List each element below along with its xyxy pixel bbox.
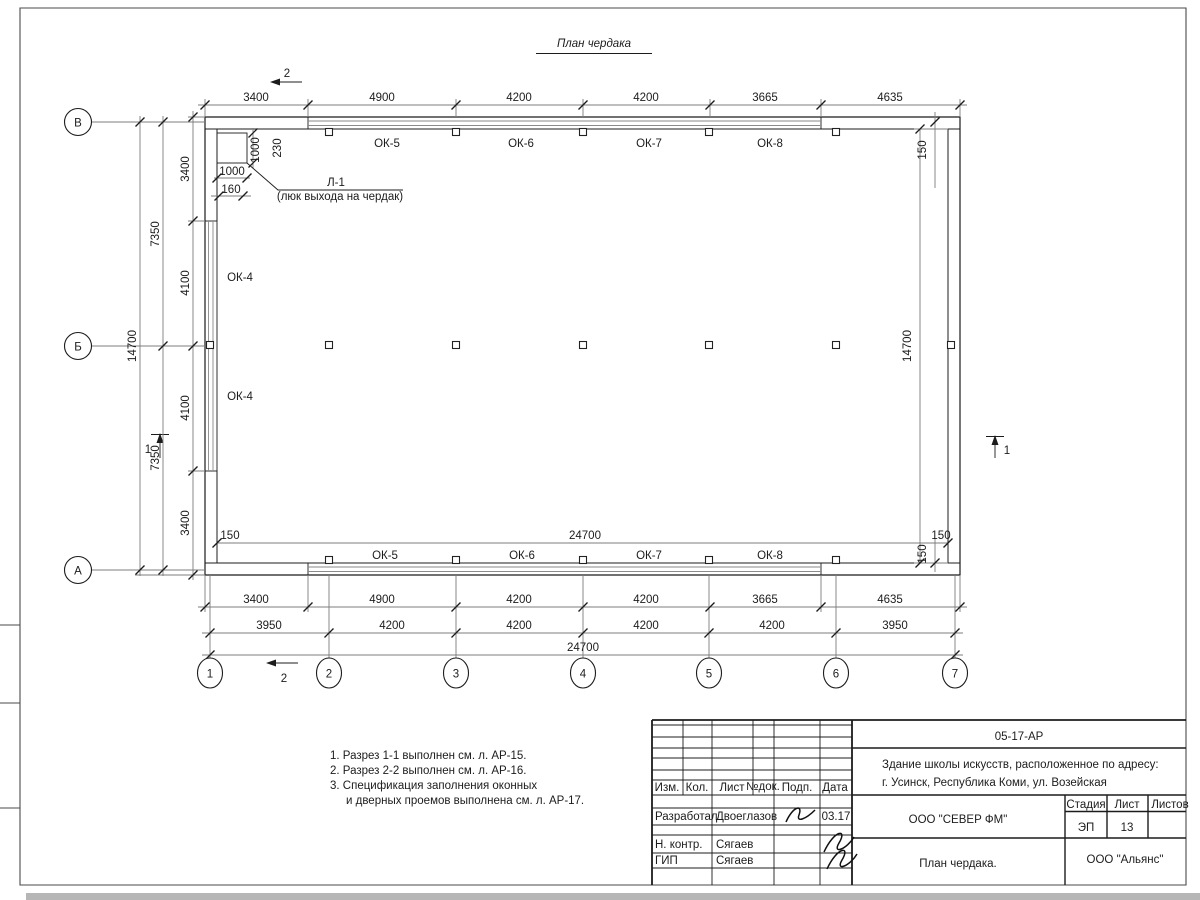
- column-header: №док.: [746, 781, 780, 793]
- sheet-label: Лист: [1114, 799, 1140, 811]
- note-line: и дверных проемов выполнена см. л. АР-17.: [346, 795, 585, 807]
- window-label: ОК-7: [636, 138, 662, 150]
- dimension-label: 3665: [752, 594, 778, 606]
- dimension-label: 14700: [902, 330, 914, 362]
- dimension-label: 3950: [882, 620, 908, 632]
- company-name: ООО "СЕВЕР ФМ": [908, 814, 1008, 826]
- column-header: Изм.: [654, 782, 680, 794]
- dimension-label: 3400: [243, 594, 269, 606]
- dimension-label: 150: [931, 530, 951, 542]
- dimension-label: 14700: [127, 330, 139, 362]
- wall-hatch-bottom-left: [205, 563, 308, 575]
- notes: [330, 750, 584, 807]
- wall-hatch-left-top: [205, 129, 217, 221]
- axis-label: 5: [705, 668, 713, 681]
- window-label: ОК-5: [372, 550, 398, 562]
- hatch-dim-vertical: 1000: [250, 137, 262, 163]
- date-value: 03.17: [821, 811, 851, 823]
- dimension-label: 24700: [569, 530, 601, 542]
- hatch-opening: [217, 133, 247, 163]
- person-name: Сягаев: [716, 839, 754, 851]
- axis-label: 2: [325, 668, 333, 681]
- note-line: 3. Спецификация заполнения оконных: [330, 780, 538, 792]
- dimension-label: 3665: [752, 92, 778, 104]
- window-band-top: [308, 121, 821, 126]
- window-label: ОК-7: [636, 550, 662, 562]
- section-mark-2-bottom: 2: [280, 673, 288, 685]
- right-interior-dimension: [902, 112, 951, 568]
- stage-label: Стадия: [1066, 799, 1106, 811]
- title-block: [652, 720, 1189, 885]
- signature: [786, 808, 815, 822]
- note-line: 2. Разрез 2-2 выполнен см. л. АР-16.: [330, 765, 527, 777]
- hatch-note: (люк выхода на чердак): [276, 191, 404, 203]
- organization-name: ООО "Альянс": [1086, 854, 1164, 866]
- signature: [824, 833, 854, 852]
- scan-edge-strip: [26, 893, 1200, 900]
- window-label: ОК-5: [374, 138, 400, 150]
- left-axis-circles: [65, 109, 92, 584]
- window-label: ОК-4: [227, 272, 253, 284]
- wall-hatch-top-left: [205, 117, 308, 129]
- drawing-name: План чердака.: [919, 858, 997, 870]
- window-label: ОК-4: [227, 391, 253, 403]
- axis-label: 4: [579, 668, 587, 681]
- dimension-label: 4635: [877, 92, 903, 104]
- project-description: Здание школы искусств, расположенное по адресу:: [882, 759, 1159, 771]
- wall-hatch-top-right: [821, 117, 960, 129]
- axis-label: 6: [832, 668, 840, 681]
- dimension-label: 4200: [759, 620, 785, 632]
- axis-label: В: [74, 117, 82, 130]
- axis-label: Б: [74, 341, 82, 354]
- wall-hatch-left-bottom: [205, 471, 217, 563]
- hatch-dim-wall: 160: [221, 184, 241, 196]
- top-dimension-row: [198, 92, 967, 117]
- interior-bottom-dimension: [213, 530, 953, 572]
- axis-label: 7: [951, 668, 959, 681]
- dimension-label: 4635: [877, 594, 903, 606]
- window-band-bottom: [308, 567, 821, 572]
- dimension-label: 4100: [180, 270, 192, 296]
- dimension-label: 4100: [180, 395, 192, 421]
- window-label: ОК-6: [509, 550, 535, 562]
- section-marks: [145, 68, 1010, 685]
- dimension-label: 7350: [150, 445, 162, 471]
- dimension-label: 4900: [369, 594, 395, 606]
- dimension-label: 3400: [180, 510, 192, 536]
- column-header: Подп.: [781, 782, 813, 794]
- axis-label: 1: [206, 668, 214, 681]
- dimension-label: 3400: [180, 156, 192, 182]
- left-dimension-columns: [92, 111, 205, 580]
- column-header: Лист: [719, 782, 745, 794]
- sheet-number: 13: [1120, 822, 1134, 834]
- wall-hatch-bottom-right: [821, 563, 960, 575]
- sheets-label: Листов: [1151, 799, 1189, 811]
- column-header: Кол.: [685, 782, 709, 794]
- window-label: ОК-8: [757, 138, 783, 150]
- dimension-label: 4200: [633, 594, 659, 606]
- stage-value: ЭП: [1077, 822, 1095, 834]
- role-label: Разработал: [655, 811, 718, 823]
- dimension-label: 4200: [506, 594, 532, 606]
- bottom-dimension-rows: [198, 575, 967, 660]
- section-mark-2-top: 2: [283, 68, 291, 80]
- document-number: 05-17-АР: [994, 731, 1044, 743]
- axis-label: 3: [452, 668, 460, 681]
- hatch-dim-offset: 230: [272, 138, 284, 158]
- dimension-label: 4200: [379, 620, 405, 632]
- page-title: План чердака: [556, 38, 632, 50]
- dimension-label: 4200: [633, 92, 659, 104]
- dimension-label: 7350: [150, 221, 162, 247]
- hatch-dim-horizontal: 1000: [219, 166, 245, 178]
- bottom-axis-circles: [198, 658, 968, 688]
- dimension-label: 4200: [506, 620, 532, 632]
- role-label: Н. контр.: [655, 839, 703, 851]
- axis-label: А: [74, 565, 82, 578]
- person-name: Сягаев: [716, 855, 754, 867]
- hatch-label: Л-1: [327, 177, 345, 189]
- dimension-label: 150: [220, 530, 240, 542]
- dimension-label: 4200: [506, 92, 532, 104]
- dimension-label: 150: [917, 140, 929, 160]
- dimension-label: 24700: [567, 642, 599, 654]
- column-header: Дата: [822, 782, 848, 794]
- project-address: г. Усинск, Республика Коми, ул. Возейская: [882, 777, 1107, 789]
- window-label: ОК-6: [508, 138, 534, 150]
- dimension-label: 3400: [243, 92, 269, 104]
- leader-line: [247, 163, 403, 190]
- role-label: ГИП: [655, 855, 678, 867]
- section-mark-1-left: 1: [144, 444, 152, 456]
- dimension-label: 150: [917, 544, 929, 564]
- section-mark-1-right: 1: [1003, 445, 1011, 457]
- note-line: 1. Разрез 1-1 выполнен см. л. АР-15.: [330, 750, 527, 762]
- dimension-label: 4900: [369, 92, 395, 104]
- dimension-label: 3950: [256, 620, 282, 632]
- person-name: Двоеглазов: [716, 811, 778, 823]
- dimension-label: 4200: [633, 620, 659, 632]
- window-label: ОК-8: [757, 550, 783, 562]
